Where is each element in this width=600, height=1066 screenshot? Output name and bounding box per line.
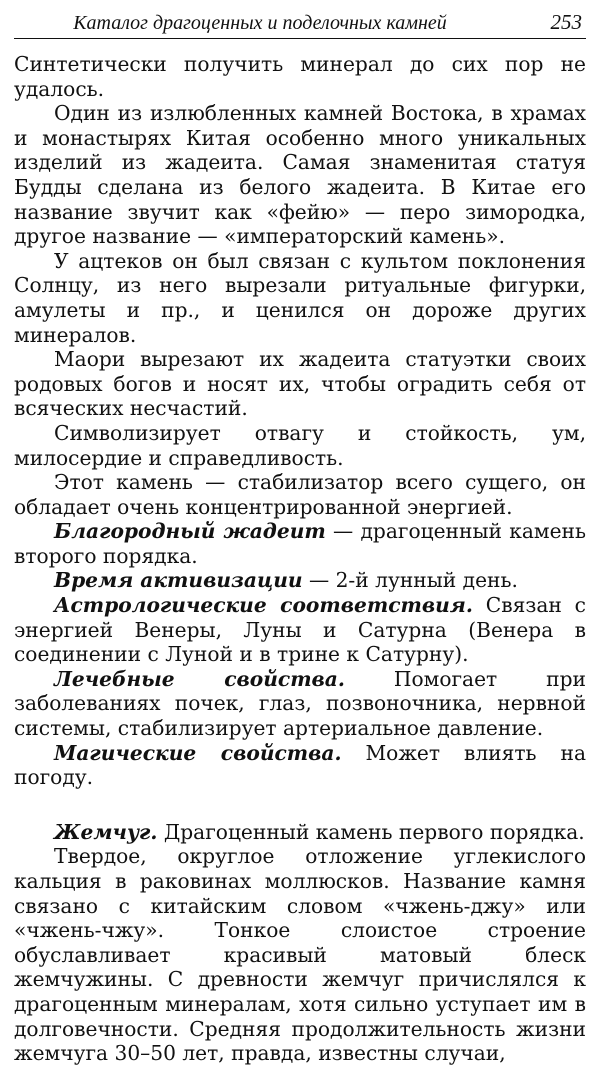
- term-label: Жемчуг.: [54, 819, 158, 844]
- body-text: [14, 52, 586, 1066]
- paragraph: Синтетически получить минерал до сих пор не удалось.: [14, 52, 586, 101]
- page-number: 253: [550, 10, 582, 34]
- paragraph: Жемчуг. Драгоценный камень первого порядка.: [54, 819, 585, 844]
- paragraph: Лечебные свойства. Помогает при заболеваниях почек, глаз, позвоночника, нервной системы, стабилизирует артериальное давление.: [14, 666, 586, 741]
- term-label: Астрологические соответствия.: [54, 593, 473, 618]
- paragraph: Твердое, округлое отложение углекислого кальция в раковинах моллюсков. Название камня связано с китайским словом «чжень-джу» или «чжень-чжу». Тонкое слоистое строение обуславливает красивый матовый блеск жемчужины. С древности жемчуг причислялся к драгоценным минералам, хотя сильно уступает им в долговечности. Средняя продолжительность жизни жемчуга 30–50 лет, правда, известны случаи,: [14, 844, 586, 1066]
- term-label: Время активизации: [54, 568, 303, 593]
- running-title: Каталог драгоценных и поделочных камней: [73, 12, 447, 34]
- paragraph: У ацтеков он был связан с культом поклонения Солнцу, из него вырезали ритуальные фигурки, амулеты и пр., и ценился он дороже других минералов.: [14, 248, 586, 347]
- paragraph: Астрологические соответствия. Связан с энергией Венеры, Луны и Сатурна (Венера в соединении с Луной и в трине к Сатурну).: [14, 593, 586, 667]
- term-label: Лечебные свойства.: [54, 666, 345, 691]
- paragraph: Символизирует отвагу и стойкость, ум, милосердие и справедливость.: [14, 420, 586, 470]
- paragraph: Магические свойства. Может влиять на погоду.: [14, 740, 586, 790]
- paragraph: Время активизации — 2-й лунный день.: [54, 568, 518, 593]
- page-header: [14, 8, 586, 39]
- paragraph: Маори вырезают их жадеита статуэтки своих родовых богов и носят их, чтобы оградить себя от всяческих несчастий.: [14, 347, 586, 421]
- term-label: Магические свойства.: [54, 740, 342, 765]
- paragraph: Один из излюбленных камней Востока, в храмах и монастырях Китая особенно много уникальных изделий из жадеита. Самая знаменитая статуя Будды сделана из белого жадеита. В Китае его название звучит как «фейю» — перо зимородка, другое название — «императорский камень».: [14, 101, 586, 249]
- paragraph: Этот камень — стабилизатор всего сущего, он обладает очень концентрированной энергией.: [14, 470, 586, 519]
- paragraph: Благородный жадеит — драгоценный камень второго порядка.: [14, 519, 586, 568]
- term-label: Благородный жадеит: [54, 519, 326, 544]
